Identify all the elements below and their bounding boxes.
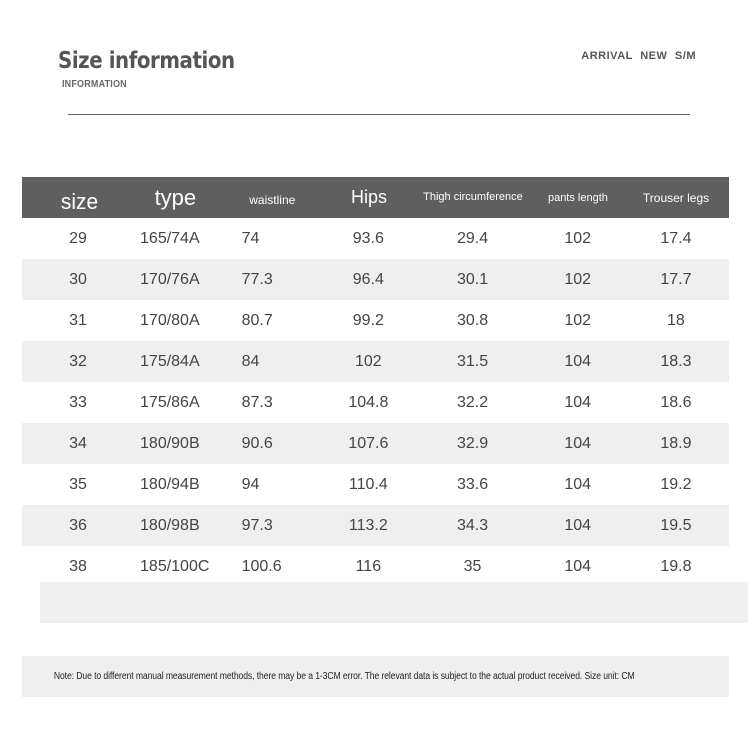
table-cell: 94 — [241, 475, 260, 493]
table-row — [22, 259, 729, 300]
table-cell: 102 — [564, 229, 592, 247]
table-cell: 33.6 — [456, 475, 489, 493]
table-cell: 34.3 — [456, 516, 489, 534]
table-row — [22, 546, 729, 587]
table-cell: 32.2 — [456, 393, 489, 411]
table-cell: 19.2 — [660, 475, 692, 493]
empty-row-band — [40, 582, 748, 623]
page-title: Size information — [58, 48, 235, 74]
column-header-waistline: waistline — [249, 192, 296, 207]
table-cell: 180/90B — [140, 434, 200, 452]
table-cell: 33 — [69, 393, 87, 411]
table-cell: 84 — [241, 352, 260, 370]
table-cell: 107.6 — [348, 434, 389, 452]
table-cell: 17.7 — [660, 270, 692, 288]
table-cell: 165/74A — [140, 229, 200, 247]
note-box — [22, 656, 729, 697]
table-cell: 80.7 — [241, 311, 273, 329]
table-body — [22, 218, 729, 587]
table-cell: 104 — [564, 434, 592, 452]
table-cell: 175/86A — [140, 393, 200, 411]
table-cell: 30.1 — [456, 270, 489, 288]
table-cell: 38 — [69, 557, 87, 575]
table-cell: 180/94B — [140, 475, 200, 493]
table-cell: 17.4 — [660, 229, 692, 247]
size-table — [22, 177, 729, 587]
column-header-size: size — [60, 188, 99, 214]
table-row — [22, 505, 729, 546]
arrival-label: ARRIVAL NEW S/M — [581, 50, 696, 62]
table-cell: 113.2 — [348, 516, 388, 534]
table-row — [22, 341, 729, 382]
table-cell: 29.4 — [456, 229, 489, 247]
table-cell: 104.8 — [348, 393, 389, 411]
table-cell: 90.6 — [241, 434, 273, 452]
table-cell: 99.2 — [352, 311, 384, 329]
table-cell: 104 — [564, 475, 592, 493]
table-cell: 87.3 — [241, 393, 273, 411]
table-row — [22, 382, 729, 423]
table-cell: 31.5 — [456, 352, 489, 370]
table-cell: 96.4 — [352, 270, 384, 288]
table-cell: 77.3 — [241, 270, 273, 288]
table-cell: 29 — [69, 229, 87, 247]
table-cell: 19.8 — [660, 557, 692, 575]
table-header — [22, 177, 729, 218]
table-cell: 104 — [564, 393, 592, 411]
table-cell: 30.8 — [456, 311, 489, 329]
table-cell: 34 — [69, 434, 87, 452]
table-cell: 18 — [667, 311, 685, 329]
table-cell: 32 — [69, 352, 87, 370]
table-cell: 116 — [355, 557, 382, 575]
table-cell: 32.9 — [456, 434, 489, 452]
page-subtitle: INFORMATION — [62, 79, 127, 90]
note-text: Note: Due to different manual measurement methods, there may be a 1-3CM error. The relevant data is subject to the actual product received. Size unit: CM — [53, 671, 635, 682]
table-cell: 185/100C — [140, 557, 210, 575]
table-cell: 18.9 — [660, 434, 692, 452]
table-cell: 104 — [564, 516, 592, 534]
table-cell: 175/84A — [140, 352, 200, 370]
table-row — [22, 300, 729, 341]
table-cell: 97.3 — [241, 516, 273, 534]
table-row — [22, 464, 729, 505]
table-cell: 18.6 — [660, 393, 692, 411]
table-cell: 19.5 — [660, 516, 692, 534]
table-cell: 93.6 — [352, 229, 384, 247]
table-cell: 102 — [564, 311, 592, 329]
table-cell: 170/80A — [140, 311, 200, 329]
table-cell: 100.6 — [241, 557, 282, 575]
table-cell: 110.4 — [348, 475, 388, 493]
table-row — [22, 423, 729, 464]
divider — [68, 114, 690, 115]
table-row — [22, 218, 729, 259]
table-cell: 102 — [355, 352, 382, 370]
table-cell: 170/76A — [140, 270, 200, 288]
column-header-pants-length: pants length — [547, 191, 608, 204]
table-cell: 31 — [69, 311, 87, 329]
table-cell: 104 — [564, 557, 592, 575]
column-header-thigh: Thigh circumference — [423, 191, 523, 203]
column-header-type: type — [154, 184, 197, 210]
table-cell: 102 — [564, 270, 592, 288]
column-header-trouser-legs: Trouser legs — [642, 190, 710, 205]
column-header-hips: Hips — [350, 187, 387, 207]
table-cell: 180/98B — [140, 516, 200, 534]
table-cell: 36 — [69, 516, 87, 534]
table-cell: 74 — [241, 229, 260, 247]
table-cell: 30 — [69, 270, 87, 288]
table-cell: 104 — [564, 352, 592, 370]
table-cell: 18.3 — [660, 352, 692, 370]
table-cell: 35 — [69, 475, 87, 493]
table-cell: 35 — [463, 557, 482, 575]
